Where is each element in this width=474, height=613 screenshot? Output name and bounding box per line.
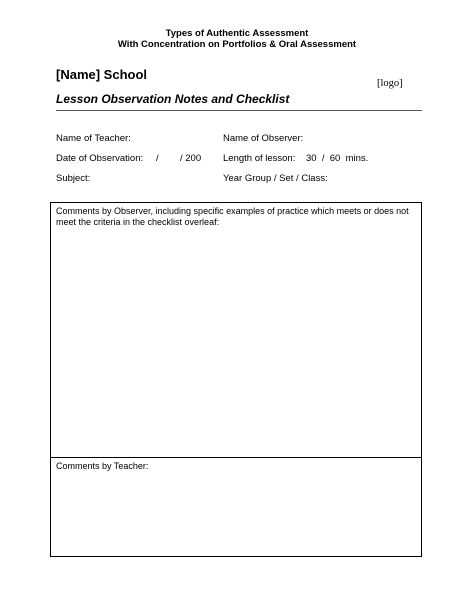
document-header-line-2: With Concentration on Portfolios & Oral Assessment	[117, 39, 357, 50]
lesson-length-value: 30 / 60 mins.	[306, 153, 369, 164]
year-group-label: Year Group / Set / Class:	[223, 173, 328, 184]
date-separator-2: / 200	[180, 153, 202, 164]
observer-name-label: Name of Observer:	[223, 133, 304, 144]
title-divider	[56, 110, 422, 111]
form-title: Lesson Observation Notes and Checklist	[56, 92, 290, 106]
school-name: [Name] School	[56, 67, 148, 82]
teacher-comments-label: Comments by Teacher:	[56, 461, 149, 471]
subject-label: Subject:	[56, 173, 91, 184]
observation-date-label: Date of Observation:	[56, 153, 144, 164]
lesson-length-label: Length of lesson:	[223, 153, 296, 164]
teacher-name-label: Name of Teacher:	[56, 133, 131, 144]
observer-comments-label: Comments by Observer, including specific examples of practice which meets or does not meet the criteria in the checklist overleaf:	[56, 206, 409, 227]
document-header-line-1: Types of Authentic Assessment	[165, 28, 309, 39]
observer-comments-box[interactable]	[50, 202, 422, 458]
date-separator-1: /	[156, 153, 159, 164]
teacher-comments-box[interactable]	[50, 457, 422, 557]
logo-placeholder: [logo]	[377, 78, 403, 89]
